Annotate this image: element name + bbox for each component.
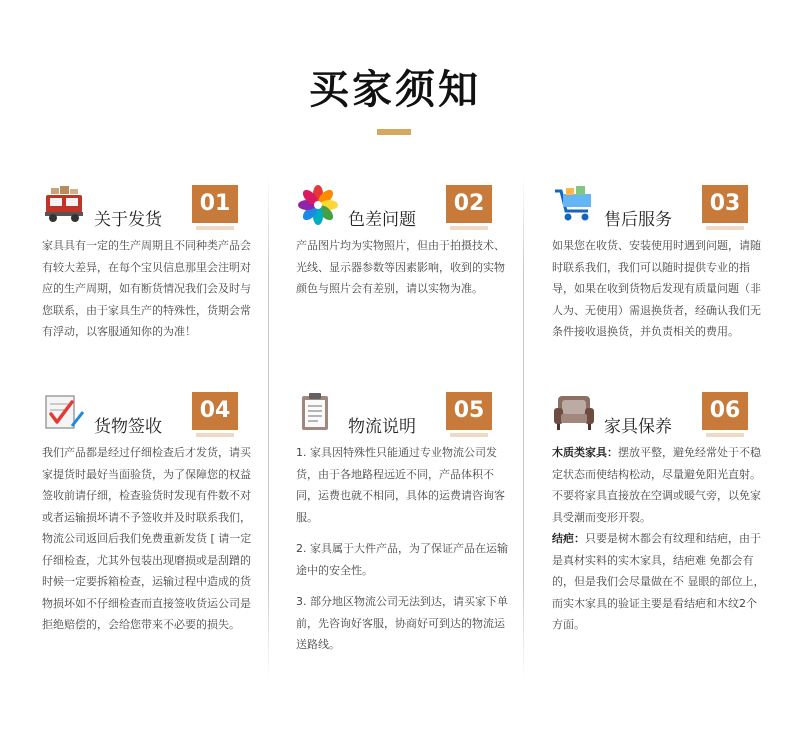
- section-card-04: [42, 392, 262, 652]
- paragraph-text: 只要是树木都会有纹理和结疤，由于是真材实料的实木家具，结疤难 免都会有的，但是我们会尽量做在不 显眼的部位上，而实木家具的验证主要是看结疤和木纹2个方面。: [552, 532, 765, 631]
- section-number-badge: 02: [446, 185, 492, 223]
- section-heading: 物流说明: [348, 417, 416, 437]
- section-body: [42, 235, 257, 343]
- truck-icon: [42, 185, 86, 225]
- section-card-02: [296, 185, 516, 385]
- page-title: 买家须知: [309, 67, 481, 113]
- section-card-03: [552, 185, 772, 385]
- section-paragraph: [552, 442, 767, 528]
- section-number-badge: 04: [192, 392, 238, 430]
- section-body: [42, 442, 257, 636]
- section-paragraph: 3. 部分地区物流公司无法到达，请买家下单前，先咨询好客服，协商好可到达的物流运送路线。: [296, 595, 508, 651]
- section-number-badge: 06: [702, 392, 748, 430]
- section-body: [296, 235, 511, 300]
- section-number-badge: 01: [192, 185, 238, 223]
- checkmark-pen-icon: [42, 392, 86, 432]
- section-heading: 色差问题: [348, 210, 416, 230]
- paragraph-label: 木质类家具：: [552, 446, 618, 459]
- section-paragraph: 1. 家具因特殊性只能通过专业物流公司发货，由于各地路程远近不同，产品体积不同，运费也就不相同，具体的运费请咨询客服。: [296, 446, 505, 524]
- paragraph-text: 摆放平整，避免经常处于不稳定状态而使结构松动，尽量避免阳光直射。不要将家具直接放在空调或暖气旁，以免家具受潮而变形开裂。: [552, 446, 761, 524]
- section-heading: 售后服务: [604, 210, 672, 230]
- clipboard-icon: [296, 392, 340, 432]
- color-wheel-icon: [296, 185, 340, 225]
- section-body: [296, 442, 511, 656]
- section-paragraph: [552, 528, 767, 636]
- title-underline: [377, 129, 411, 135]
- section-card-05: [296, 392, 516, 652]
- armchair-icon: [552, 392, 596, 432]
- section-card-01: [42, 185, 262, 385]
- shopping-cart-icon: [552, 185, 596, 225]
- column-divider-1: [268, 175, 269, 680]
- section-heading: 家具保养: [604, 417, 672, 437]
- section-heading: 货物签收: [94, 417, 162, 437]
- section-paragraph: 产品图片均为实物照片，但由于拍摄技术、光线、显示器参数等因素影响，收到的实物颜色与照片会有差别，请以实物为准。: [296, 239, 505, 295]
- section-heading: 关于发货: [94, 210, 162, 230]
- section-number-badge: 05: [446, 392, 492, 430]
- section-paragraph: 家具具有一定的生产周期且不同种类产品会有较大差异，在每个宝贝信息那里会注明对应的生产周期，如有断货情况我们会及时与您联系，由于家具生产的特殊性，货期会常有浮动，以客服通知你的为准！: [42, 239, 251, 338]
- section-paragraph: 我们产品都是经过仔细检查后才发货，请买家提货时最好当面验货，为了保障您的权益签收前请仔细，检查验货时发现有件数不对或者运输损坏请不予签收并及时联系我们，物流公司返回后我们免费重新发货 [ 请一定仔细检查，尤其外包装出现磨损或是刮蹭的时候一定要拆箱检查，运输过程中造成的货物损坏如不仔细检查而直接签收货运公司是拒绝赔偿的，会给您带来不必要的损失。: [42, 446, 252, 631]
- section-body: [552, 442, 767, 636]
- section-body: [552, 235, 767, 343]
- section-paragraph: 2. 家具属于大件产品，为了保证产品在运输途中的安全性。: [296, 542, 508, 577]
- paragraph-label: 结疤：: [552, 532, 585, 545]
- section-number-badge: 03: [702, 185, 748, 223]
- section-card-06: [552, 392, 772, 652]
- section-paragraph: 如果您在收货、安装使用时遇到问题，请随时联系我们，我们可以随时提供专业的指导，如果在收到货物后发现有质量问题（非人为、无使用）需退换货者，经确认我们无条件接收退换货，并负责相关的费用。: [552, 239, 761, 338]
- column-divider-2: [523, 175, 524, 680]
